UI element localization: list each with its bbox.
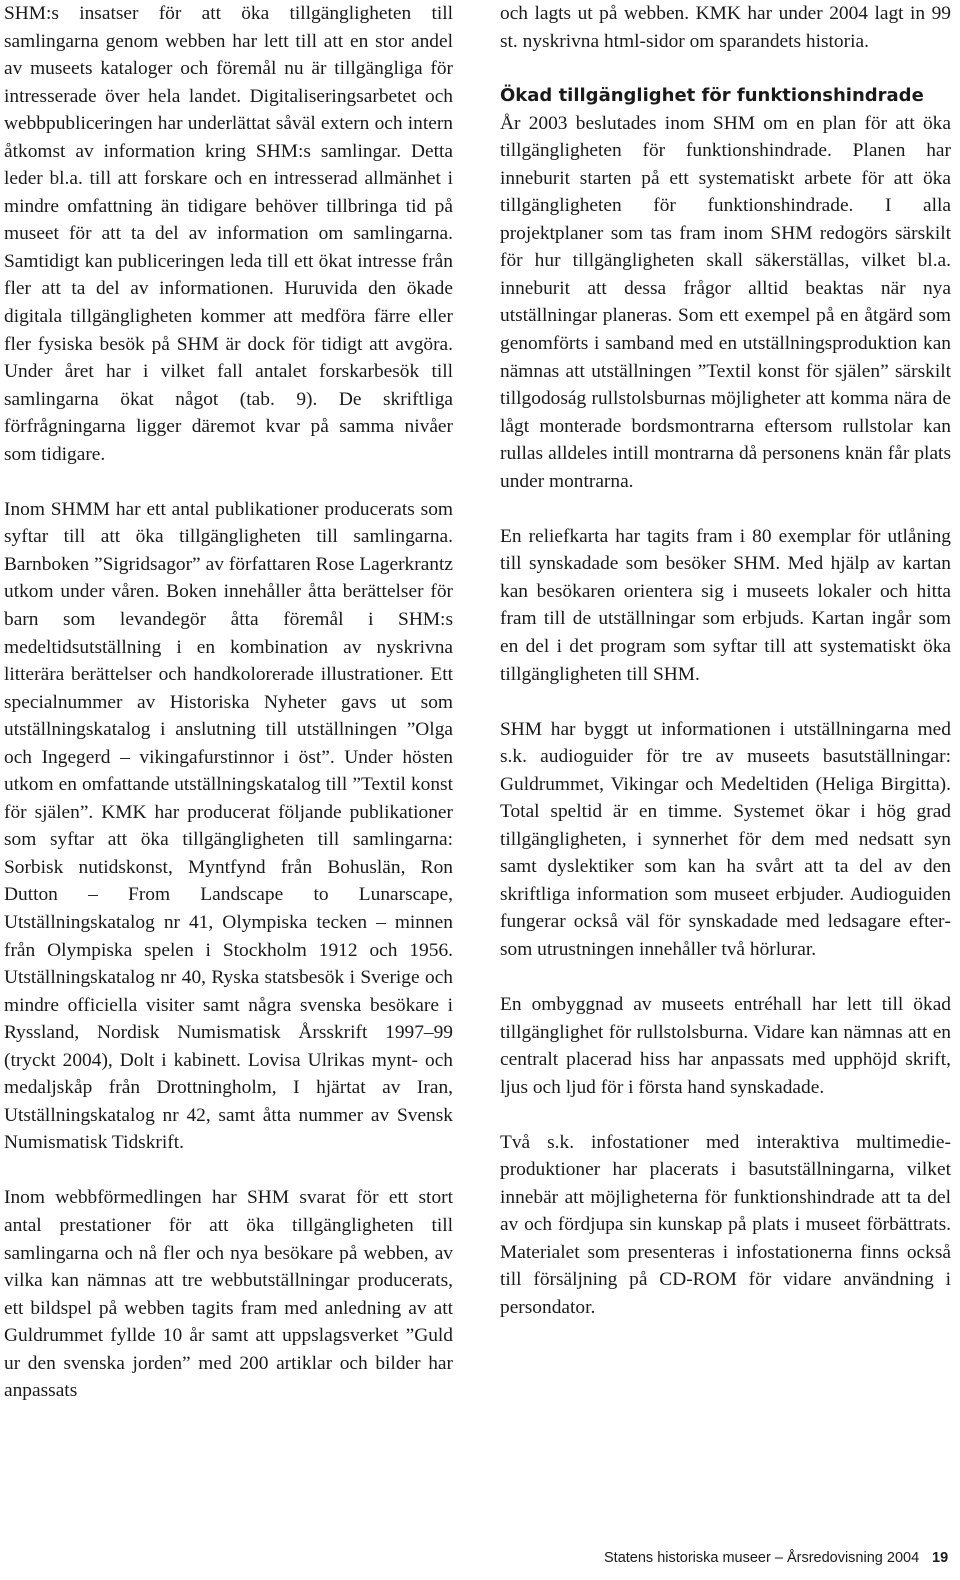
- paragraph-publications: Inom SHMM har ett antal publikationer producerats som syftar till att öka tillgängligheten till samlingarna. Barnboken ”Sigridsagor” av författaren Rose Lagerkrantz utkom under våren. Boken innehåller åtta berättelser för barn som levandegör åtta föremål i SHM:s medeltidsutställning i en kombination av nyskrivna litterära berättelser och handkolorerade illustrationer. Ett specialnummer av Historiska Nyheter gavs ut som utställningskatalog i anslutning till utställningen ”Olga och Ingegerd – vikingafurstinnor i öst”. Under hösten utkom en omfattande utställningskatalog till ”Textil konst för själen”. KMK har producerat följande publikationer som syftar att öka tillgängligheten till samlingarna: Sorbisk nutidskonst, Myntfynd från Bohuslän, Ron Dutton – From Landscape to Lunarscape, Utställningskatalog nr 41, Olympiska tecken – minnen från Olympiska spelen i Stockholm 1912 och 1956. Utställningskatalog nr 40, Ryska statsbesök i Sverige och mindre officiella visiter samt några svenska besökare i Ryssland, Nordisk Numismatisk Årsskrift 1997–99 (tryckt 2004), Dolt i kabinett. Lovisa Ulrikas mynt- och medaljskåp från Drottningholm, I hjärtat av Iran, Utställningskatalog nr 42, samt åtta nummer av Svensk Numismatisk Tidskrift.: [4, 498, 453, 1154]
- paragraph-infostations: Två s.k. infostationer med interaktiva multimedieproduktioner har placerats i basutställningarna, vilket innebär att möjligheterna för funktionshindrade att ta del av och fördjupa sin kunskap på plats i museet förbättrats. Materialet som presenteras i infostationerna finns också till försäljning på CD-ROM för vidare användning i persondator.: [500, 1131, 951, 1318]
- paragraph-continuation: och lagts ut på webben. KMK har under 2004 lagt in 99 st. nyskrivna html-sidor om sparandets historia.: [500, 3, 951, 52]
- right-column: [500, 0, 951, 1322]
- left-column: [4, 0, 453, 1405]
- paragraph-accessibility-plan: År 2003 beslutades inom SHM om en plan för att öka tillgängligheten för funktionshindrade. Planen har inneburit starten på ett systematiskt arbete för att öka tillgängligheten för funktionshindrade. I alla projektplaner som tas fram inom SHM redogörs särskilt för hur tillgängligheten skall säkerställas, vilket bl.a. inneburit att dessa frågor alltid beaktas när nya utställningar planeras. Som ett exempel på en åtgärd som genomförts i samband med en utställningsproduktion kan nämnas att utställningen ”Textil konst för själen” särskilt tillgodoság rullstolsburnas möjligheter att komma nära de lågt monterade bordsmontrarna eftersom rullstolar kan rullas alldeles intill montrarna då personens knän får plats under montrarna.: [500, 112, 951, 492]
- paragraph-relief-map: En reliefkarta har tagits fram i 80 exemplar för utlåning till synskadade som besöker SHM. Med hjälp av kartan kan besökaren orientera sig i museets lokaler och hitta fram till de utställningar som erbjuds. Kartan ingår som en del i det program som syftar till att systematiskt öka tillgängligheten till SHM.: [500, 525, 951, 685]
- paragraph-entrance-hall: En ombyggnad av museets entréhall har lett till ökad tillgänglighet för rullstolsburna. Vidare kan nämnas att en centralt placerad hiss har anpassats med upphöjd skrift, ljus och ljud för i första hand synskadade.: [500, 994, 951, 1098]
- page-number: 19: [932, 1550, 949, 1566]
- paragraph-audioguides: SHM har byggt ut informationen i utställningarna med s.k. audioguider för tre av museets basutställningar: Guldrummet, Vikingar och Medeltiden (Heliga Birgitta). Total speltid är en timme. Systemet ökar i hög grad tillgängligheten, i synnerhet för dem med nedsatt syn samt dyslektiker som kan ha svårt att ta del av den skriftliga information som museet erbjuder. Audioguiden fungerar också väl för synskadade med ledsagare eftersom utrustningen innehåller två hörlurar.: [500, 718, 951, 960]
- paragraph-digital-access: SHM:s insatser för att öka tillgängligheten till samlingarna genom webben har lett till att en stor andel av museets kataloger och föremål nu är tillgängliga för intresserade över hela landet. Digitaliseringsarbetet och webbpubliceringen har underlättat såväl extern och intern åtkomst av information kring SHM:s samlingar. Detta leder bl.a. till att forskare och en intresserad allmänhet i mindre omfattning än tidigare behöver tillbringa tid på museet för att ta del av information om samlingarna. Samtidigt kan publiceringen leda till ett ökat intresse från fler att ta del av informationen. Huruvida den ökade digitala tillgängligheten kommer att medföra färre eller fler fysiska besök på SHM är dock för tidigt att avgöra. Under året har i vilket fall antalet forskarbesök till samlingarna ökat något (tab. 9). De skriftliga förfrågningarna ligger däremot kvar på samma nivåer som tidigare.: [4, 3, 453, 465]
- footer-publication: Statens historiska museer – Årsredovisning 2004: [604, 1550, 920, 1566]
- page-footer: [604, 1548, 954, 1568]
- paragraph-web-mediation: Inom webbförmedlingen har SHM svarat för ett stort antal prestationer för att öka tillgängligheten till samlingarna och nå fler och nya besökare på webben, av vilka kan nämnas att tre webbutställningar producerats, ett bildspel på webben tagits fram med anledning av att Guldrummet fyllde 10 år samt att uppslagsverket ”Guld ur den svenska jorden” med 200 artiklar och bilder har anpassats: [4, 1187, 453, 1402]
- section-heading: Ökad tillgänglighet för funktionshindrade: [500, 85, 924, 107]
